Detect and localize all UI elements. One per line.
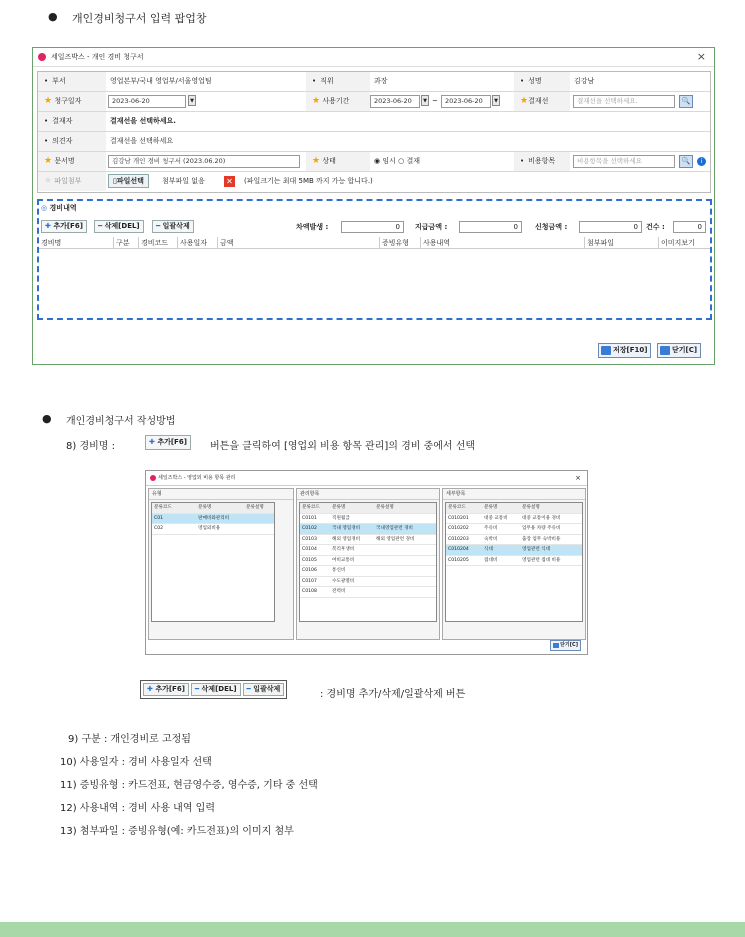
info-icon[interactable]: i — [697, 157, 706, 166]
dropdown-arrow-icon[interactable]: ▼ — [421, 95, 429, 106]
close-button[interactable]: 닫기[C] — [550, 640, 581, 651]
table-row[interactable]: C0107 수도광열비 — [300, 577, 436, 588]
popup-titlebar — [33, 48, 714, 67]
section-icon: ◎ — [41, 204, 48, 212]
required-star-icon: ★ — [44, 156, 53, 166]
name-label: • 성명 — [514, 72, 570, 91]
dept-value: 영업본부/국내 영업부/서울영업팀 — [110, 77, 212, 85]
radio-approve[interactable]: ○ — [398, 157, 405, 165]
col-header[interactable]: 사용일자 — [177, 237, 207, 249]
dept-label: • 부서 — [38, 72, 106, 91]
period-label: ★ 사용기간 — [306, 92, 370, 111]
table-row[interactable]: C0108 전력비 — [300, 587, 436, 598]
minus-icon: ━ — [246, 685, 251, 693]
doc-name-label: ★ 문서명 — [38, 152, 106, 171]
app-logo-icon — [38, 53, 46, 61]
form-row-docname — [38, 152, 710, 172]
period-to-input[interactable]: 2023-06-20 — [441, 95, 491, 108]
note-13: 13) 첨부파일 : 증빙유형(예: 카드전표)의 이미지 첨부 — [60, 826, 294, 837]
plus-icon: ✚ — [147, 685, 153, 693]
table-row[interactable]: C01 판매비와관리비 — [152, 514, 274, 525]
manage-panel-title: 관리항목 — [297, 489, 439, 500]
radio-temp-label: 임시 — [382, 157, 396, 165]
manage-panel — [296, 488, 440, 640]
manage-table — [299, 502, 437, 622]
period-tilde: ~ — [432, 97, 438, 105]
note-12: 12) 사용내역 : 경비 사용 내역 입력 — [60, 803, 215, 814]
status-label: ★ 상태 — [306, 152, 370, 171]
form-row-dept — [38, 72, 710, 92]
name-value: 김강남 — [574, 77, 595, 85]
minus-icon: ━ — [194, 685, 200, 693]
save-button[interactable]: 저장[F10] — [598, 343, 651, 358]
form-row-dates — [38, 92, 710, 112]
table-row[interactable]: C010201 대중 교통비 대중 교통이용 경비 — [446, 514, 582, 525]
period-from-input[interactable]: 2023-06-20 — [370, 95, 420, 108]
detail-table — [445, 502, 583, 622]
required-star-icon: ★ — [312, 96, 321, 106]
expense-detail-highlight — [37, 199, 712, 320]
section-heading-howto: 개인경비청구서 작성방법 — [66, 416, 176, 427]
bullet: ● — [48, 10, 58, 23]
table-row[interactable]: C010204 식대 영업관련 식대 — [446, 545, 582, 556]
request-amount-field: 0 — [579, 221, 642, 233]
table-row[interactable]: C0106 통신비 — [300, 566, 436, 577]
col-header[interactable]: 경비코드 — [138, 237, 168, 249]
attach-none-text: 첨부파일 없음 — [162, 177, 205, 185]
type-panel — [148, 488, 294, 640]
position-value: 과장 — [374, 77, 388, 85]
bulk-delete-button: ━ 일괄삭제 — [243, 683, 285, 696]
reviewer-label: • 의견자 — [38, 132, 106, 151]
detail-panel — [442, 488, 586, 640]
required-star-icon: ★ — [44, 96, 53, 106]
radio-temp[interactable]: ◉ — [374, 157, 381, 165]
file-select-button[interactable]: ▯파일선택 — [108, 174, 149, 188]
approval-line-input[interactable]: 결재선을 선택하세요. — [573, 95, 675, 108]
minus-icon: ━ — [156, 222, 161, 230]
expense-item-label: • 비용항목 — [514, 152, 570, 171]
approval-line-label: ★결재선 — [514, 92, 570, 111]
expense-item-manager-popup — [145, 470, 588, 655]
type-table — [151, 502, 275, 622]
expense-section-title: ◎ 경비내역 — [41, 204, 77, 212]
col-header[interactable]: 첨부파일 — [584, 237, 614, 249]
note-11: 11) 증빙유형 : 카드전표, 현금영수증, 영수증, 기타 중 선택 — [60, 780, 318, 791]
close-icon[interactable]: × — [696, 50, 706, 63]
table-row[interactable]: C0103 해외 영업경비 해외 영업관련 경비 — [300, 535, 436, 546]
col-header[interactable]: 경비명 — [41, 239, 62, 247]
note-9: 9) 구분 : 개인경비로 고정됨 — [68, 734, 191, 745]
col-header[interactable]: 사용내역 — [420, 237, 450, 249]
file-icon: ▯ — [113, 177, 117, 185]
form-row-reviewer — [38, 132, 710, 152]
table-row[interactable]: C010202 주유비 업무용 차량 주유비 — [446, 524, 582, 535]
claim-date-input[interactable]: 2023-06-20 — [108, 95, 186, 108]
table-header: 분류코드 분류명 분류설명 — [446, 503, 582, 514]
approver-value: 결재선을 선택하세요. — [110, 117, 176, 125]
search-icon[interactable]: 🔍 — [679, 95, 693, 108]
add-button: ✚ 추가[F6] — [143, 683, 189, 696]
plus-icon: ✚ — [149, 438, 155, 446]
status-radio-group — [370, 152, 510, 171]
dropdown-arrow-icon[interactable]: ▼ — [188, 95, 196, 106]
col-header[interactable]: 구분 — [113, 237, 130, 249]
exit-icon — [553, 643, 559, 648]
note-10: 10) 사용일자 : 경비 사용일자 선택 — [60, 757, 212, 768]
button-bar-caption: : 경비명 추가/삭제/일괄삭제 버튼 — [320, 689, 466, 700]
plus-icon: ✚ — [45, 222, 51, 230]
form-row-approver — [38, 112, 710, 132]
step8-add-button: ✚ 추가[F6] — [145, 435, 191, 450]
app-logo-icon — [150, 475, 156, 481]
table-header: 분류코드 분류명 분류설명 — [152, 503, 274, 514]
dropdown-arrow-icon[interactable]: ▼ — [492, 95, 500, 106]
position-label: • 직위 — [306, 72, 370, 91]
delete-expense-button[interactable]: ━ 삭제[DEL] — [94, 220, 144, 233]
star-icon: ★ — [44, 176, 53, 186]
radio-approve-label: 결재 — [406, 157, 420, 165]
section-heading-popup: 개인경비청구서 입력 팝업창 — [72, 12, 207, 25]
table-row[interactable]: C010203 숙박비 출장 업무 숙박비용 — [446, 535, 582, 546]
popup2-title: 세일즈박스 - 영업외 비용 항목 관리 — [158, 475, 236, 481]
reviewer-value: 결재선을 선택하세요 — [110, 137, 174, 145]
col-header[interactable]: 증빙유형 — [379, 237, 409, 249]
claim-form — [37, 71, 711, 193]
expense-buttons-illustration — [140, 680, 287, 699]
expense-item-input[interactable]: 비용항목을 선택하세요 — [573, 155, 675, 168]
col-header[interactable]: 이미지보기 — [658, 237, 695, 249]
popup-title: 세일즈박스 - 개인 경비 청구서 — [51, 53, 144, 61]
count-label: 건수 : — [646, 223, 665, 231]
table-row[interactable]: C0105 여비교통비 — [300, 556, 436, 567]
paid-label: 지급금액 : — [415, 223, 448, 231]
search-icon[interactable]: 🔍 — [679, 155, 693, 168]
table-header: 분류코드 분류명 분류설명 — [300, 503, 436, 514]
table-row[interactable]: C02 영업외비용 — [152, 524, 274, 535]
delete-file-icon[interactable]: ✕ — [224, 176, 235, 187]
exit-icon — [660, 346, 670, 355]
required-star-icon: ★ — [520, 96, 529, 106]
paid-amount-field: 0 — [459, 221, 522, 233]
close-button[interactable]: 닫기[C] — [657, 343, 701, 358]
claim-date-label: ★ 청구일자 — [38, 92, 106, 111]
required-star-icon: ★ — [312, 156, 321, 166]
expense-grid-header — [39, 237, 710, 249]
attach-label: ★ 파일첨부 — [38, 172, 106, 191]
diff-label: 차액발생 : — [296, 223, 329, 231]
col-header[interactable]: 금액 — [217, 237, 234, 249]
minus-icon: ━ — [98, 222, 103, 230]
detail-panel-title: 세부항목 — [443, 489, 585, 500]
popup2-titlebar — [146, 471, 587, 486]
add-expense-button[interactable]: ✚ 추가[F6] — [41, 220, 87, 233]
table-row[interactable]: C0104 복리후생비 — [300, 545, 436, 556]
step8-suffix: 버튼을 클릭하여 [영업외 비용 항목 관리]의 경비 중에서 선택 — [210, 441, 476, 452]
approver-label: • 결재자 — [38, 112, 106, 131]
table-row[interactable]: C0101 직원월급 — [300, 514, 436, 525]
request-label: 신청금액 : — [535, 223, 568, 231]
attach-note: (파일크기는 최대 5MB 까지 가능 합니다.) — [244, 177, 373, 185]
count-field: 0 — [673, 221, 706, 233]
doc-name-input[interactable]: 김강남 개인 경비 청구서 (2023.06.20) — [108, 155, 300, 168]
form-row-attach — [38, 172, 710, 192]
bulk-delete-button[interactable]: ━ 일괄삭제 — [152, 220, 194, 233]
close-icon[interactable]: × — [575, 474, 581, 482]
type-panel-title: 유형 — [149, 489, 293, 500]
table-row[interactable]: C010205 접대비 영업관련 접대 비용 — [446, 556, 582, 567]
step8-prefix: 8) 경비명 : — [66, 441, 115, 452]
save-icon — [601, 346, 611, 355]
bullet: ● — [42, 412, 52, 425]
delete-button: ━ 삭제[DEL] — [191, 683, 241, 696]
diff-amount-field: 0 — [341, 221, 404, 233]
footer-bar — [0, 922, 745, 937]
table-row[interactable]: C0102 국내 영업경비 국내영업관련 경비 — [300, 524, 436, 535]
